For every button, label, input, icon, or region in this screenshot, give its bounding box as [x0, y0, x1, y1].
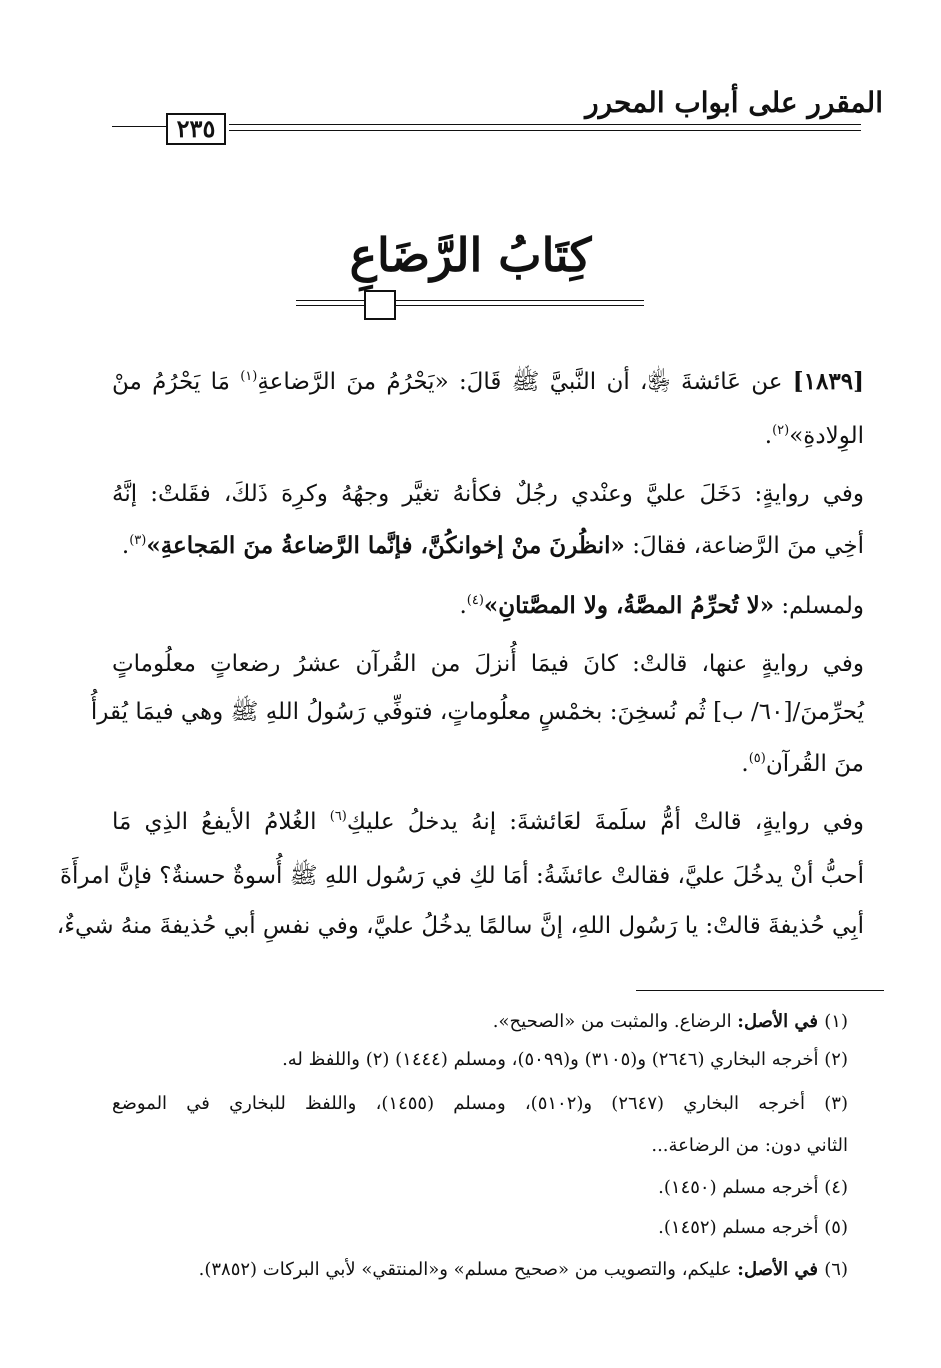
text-line: [112, 644, 864, 684]
text-run: وفي روايةٍ: دَخَلَ عليَّ وعنْدي رجُلٌ فكأنهُ تغيَّر وجهُهُ وكرِهَ ذَلكَ، فقَلتْ: إنَّهُ: [112, 481, 864, 507]
chapter-title: كِتَابُ الرَّضَاعِ: [349, 228, 592, 282]
quoted-text: «انظُرنَ منْ إخوانكُنَّ، فإنَّما الرَّضاعةُ منَ المَجاعةِ»: [146, 532, 625, 559]
text-run: أبِي حُذيفةَ قالتْ: يا رَسُول اللهِ، إنَّ سالمًا يدخُلُ عليَّ، وفي نفسِ أبي حُذيفةَ منهُ شيءٌ،: [56, 913, 864, 939]
footnote-text: الرضاع. والمثبت من «الصحيح».: [492, 1011, 738, 1032]
footnote-text: أخرجه البخاري (٢٦٤٧) و(٥١٠٢)، ومسلم (١٤٥٥)، واللفظ للبخاري في الموضع: [112, 1093, 825, 1114]
text-run: أحبُّ أنْ يدخُلَ عليَّ، فقالتْ عائشَةُ: أمَا لكِ في رَسُول اللهِ ﷺ أُسوةٌ حسنةٌ؟ فإنَّ امرأَةَ: [59, 863, 864, 889]
footnote-6: [112, 1254, 848, 1286]
footnote-separator: [636, 990, 884, 991]
footnote-marker: (١): [824, 1011, 848, 1032]
text-run: عن عَائشةَ ﵂، أن النَّبيَّ ﷺ قَالَ: «يَحْرُمُ منَ الرَّضاعةِ: [257, 369, 793, 395]
footnote-ref: (٥): [748, 751, 766, 766]
footnote-3: [112, 1088, 848, 1120]
footnote-marker: (٣): [824, 1093, 848, 1114]
text-run: وفي روايةٍ عنها، قالتْ: كانَ فيمَا أُنزلَ من القُرآن عشرُ رضعاتٍ معلُوماتٍ: [112, 651, 864, 677]
title-ornament-line: [296, 305, 364, 306]
footnote-ref: (٢): [772, 423, 790, 438]
footnote-2: [112, 1044, 848, 1076]
footnote-3-continued: [112, 1130, 848, 1162]
footnote-4: [112, 1172, 848, 1204]
title-ornament-line: [396, 300, 644, 301]
header-rule-top: [229, 124, 861, 125]
hadith-number: [١٨٣٩]: [792, 368, 864, 395]
footnote-text: الثاني دون: من الرضاعة...: [651, 1135, 848, 1156]
header-rule-left: [112, 126, 166, 127]
footnote-marker: (٥): [824, 1217, 848, 1238]
footnote-1: [112, 1006, 848, 1038]
title-ornament-box: [364, 290, 396, 320]
text-run: أخِي منَ الرَّضاعة، فقالَ:: [624, 533, 864, 559]
text-line: [112, 362, 864, 402]
footnote-marker: (٦): [824, 1259, 848, 1280]
running-title: المقرر على أبواب المحرر: [585, 86, 883, 119]
text-run: .: [121, 533, 130, 559]
text-line: [112, 474, 864, 514]
text-line: [56, 906, 864, 946]
footnote-text: أخرجه البخاري (٢٦٤٦) و(٣١٠٥) و(٥٠٩٩)، ومسلم (١٤٤٤) (٢) واللفظ له.: [282, 1049, 825, 1070]
text-run: .: [459, 593, 467, 619]
text-run: مَا يَحْرُمُ منْ: [112, 369, 241, 395]
quoted-text: «لا تُحرِّمُ المصَّةُ، ولا المصَّتانِ»: [483, 592, 775, 619]
footnote-text: عليكم، والتصويب من «صحيح مسلم» و«المنتقي» لأبي البركات (٣٨٥٢).: [198, 1259, 738, 1280]
text-line: [112, 526, 864, 566]
footnote-text: أخرجه مسلم (١٤٥٢).: [658, 1217, 825, 1238]
text-run: ولمسلم:: [774, 593, 864, 619]
footnote-ref: (٣): [129, 533, 147, 548]
text-run: منَ القُرآن: [765, 751, 864, 777]
text-run: الغُلامُ الأيفعُ الذِي مَا: [112, 809, 330, 835]
text-run: .: [764, 423, 773, 449]
text-line: [112, 416, 864, 456]
footnote-ref: (٤): [466, 593, 484, 608]
header-rule-bottom: [229, 130, 861, 131]
text-run: .: [741, 751, 749, 777]
text-run: وفي روايةٍ، قالتْ أمُّ سلَمةَ لعَائشةَ: إنهُ يدخلُ عليكِ: [346, 809, 865, 835]
text-line: [59, 856, 864, 896]
footnote-label: في الأصل:: [737, 1259, 825, 1280]
text-line: [112, 586, 864, 626]
title-ornament-line: [396, 305, 644, 306]
text-line: [112, 744, 864, 784]
footnote-5: [112, 1212, 848, 1244]
page-number: ٢٣٥: [166, 113, 226, 145]
text-run: الوِلادةِ»: [789, 423, 864, 449]
footnote-marker: (٢): [824, 1049, 848, 1070]
text-run: يُحرِّمنَ/[٦٠/ ب] ثُم نُسخِنَ: بخمْسٍ معلُوماتٍ، فتوفِّي رَسُولُ اللهِ ﷺ وهي فيمَا يُقرأُ: [90, 699, 864, 725]
footnote-text: أخرجه مسلم (١٤٥٠).: [658, 1177, 825, 1198]
footnote-label: في الأصل:: [737, 1011, 825, 1032]
text-line: [90, 692, 864, 732]
text-line: [112, 802, 864, 842]
footnote-marker: (٤): [824, 1177, 848, 1198]
footnote-ref: (١): [240, 369, 258, 384]
footnote-ref: (٦): [329, 809, 347, 824]
title-ornament-line: [296, 300, 364, 301]
